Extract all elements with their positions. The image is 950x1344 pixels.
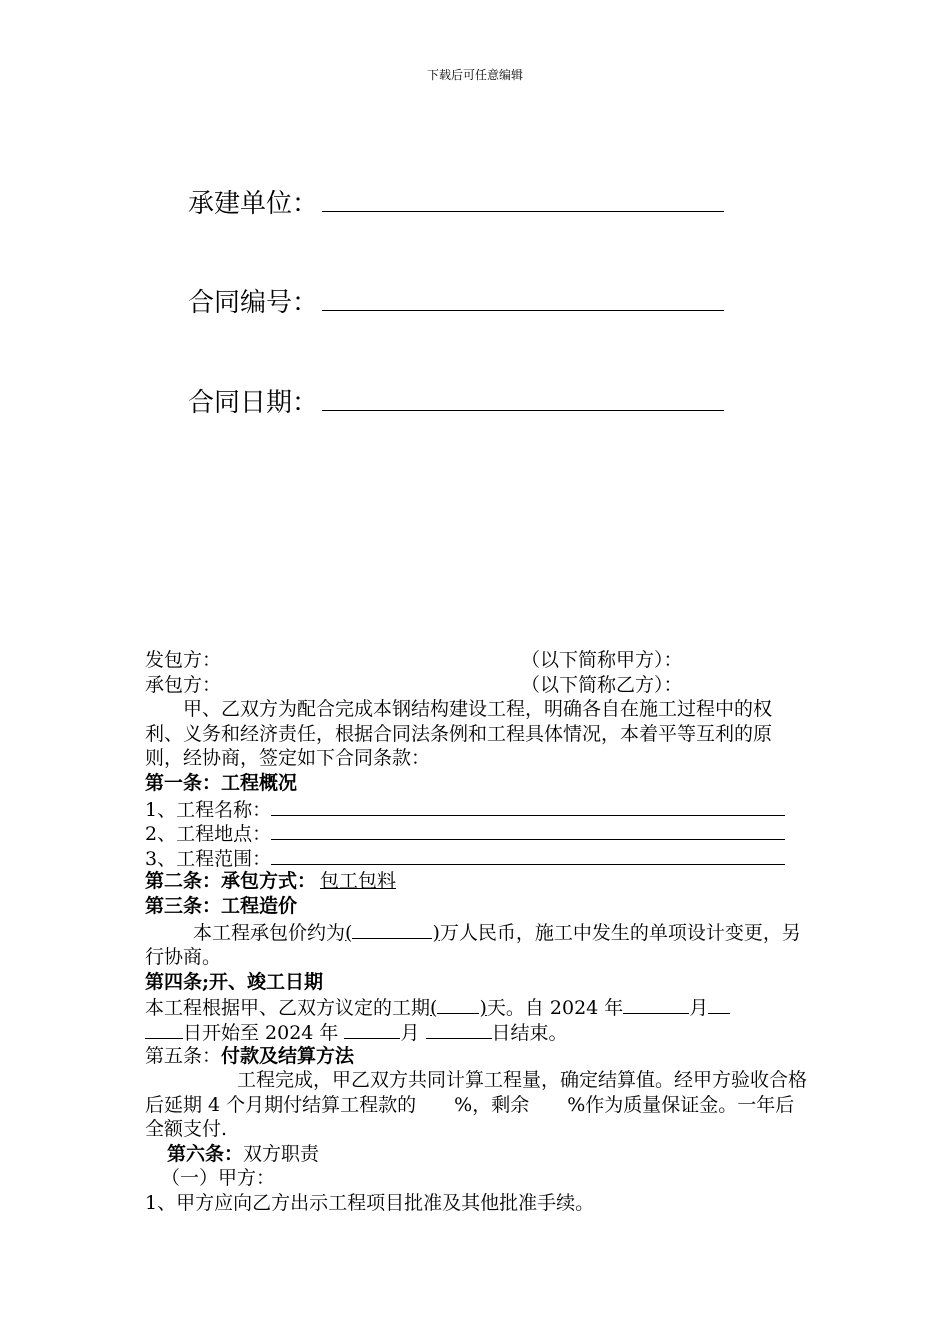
article2-row [145, 869, 807, 894]
project-scope-blank[interactable] [271, 845, 785, 865]
article5-title-row [145, 1044, 807, 1069]
contract-body [145, 648, 807, 1216]
article4-start-day-blank-b[interactable] [145, 1019, 183, 1039]
project-location-blank[interactable] [271, 820, 785, 840]
employer-label: 发包方： [145, 649, 222, 671]
article6-sub1: （一）甲方： [161, 1167, 276, 1190]
article6-title-b: 双方职责 [243, 1142, 320, 1165]
project-location-row [145, 820, 807, 845]
contract-no-label: 合同编号： [188, 288, 319, 318]
employer-note: （以下简称甲方）： [521, 649, 683, 671]
project-scope-label: 3、工程范围： [145, 847, 272, 870]
article6-title-a: 第六条： [167, 1142, 244, 1165]
article3-text [145, 919, 807, 970]
article5-title-a: 第五条： [145, 1044, 222, 1067]
article3-text-d: 万人民币，施工中发生的单项设计变更，另行协商。 [145, 921, 801, 969]
article3-title: 第三条：工程造价 [145, 894, 298, 917]
article4-period-open: ( [430, 997, 438, 1020]
contractor-row [145, 673, 807, 698]
builder-blank[interactable] [322, 189, 724, 212]
article4-period-blank[interactable] [437, 994, 479, 1014]
project-name-row [145, 796, 807, 821]
article4-end-month-blank[interactable] [344, 1019, 400, 1039]
article3-price-open: ( [345, 921, 353, 944]
article5-text: 工程完成，甲乙双方共同计算工程量，确定结算值。经甲方验收合格后延期 4 个月期付结算工程款的 %，剩余 %作为质量保证金。一年后全额支付. [145, 1069, 808, 1141]
builder-line [188, 183, 724, 220]
article1-title: 第一条：工程概况 [145, 771, 298, 794]
article6-item1: 1、甲方应向乙方出示工程项目批准及其他批准手续。 [145, 1192, 595, 1215]
article3-price-close: ) [432, 921, 440, 944]
article4-title: 第四条;开、竣工日期 [145, 970, 324, 993]
contract-date-blank[interactable] [322, 388, 724, 411]
article4-line2-c: 日结束。 [491, 1021, 568, 1044]
article4-line2-b: 月 [400, 1021, 420, 1044]
article4-period-close: ) [479, 997, 487, 1020]
contract-date-line [188, 382, 724, 419]
contractor-label: 承包方： [145, 673, 222, 696]
contract-no-blank[interactable] [322, 288, 724, 311]
article3-price-blank[interactable] [352, 919, 432, 939]
article5-title-b: 付款及结算方法 [221, 1044, 355, 1067]
article4-line1-a: 本工程根据甲、乙双方议定的工期 [145, 997, 431, 1020]
project-name-blank[interactable] [271, 796, 785, 816]
article3-text-a: 本工程承包价约为 [193, 921, 346, 944]
header-note: 下载后可任意编辑 [426, 68, 523, 82]
article4-start-month-blank[interactable] [623, 994, 689, 1014]
article2-title: 第二条：承包方式： [145, 870, 317, 893]
intro-paragraph: 甲、乙双方为配合完成本钢结构建设工程，明确各自在施工过程中的权利、义务和经济责任，根据合同法条例和工程具体情况，本着平等互利的原则，经协商，签定如下合同条款： [145, 698, 773, 770]
article4-end-day-blank[interactable] [426, 1019, 492, 1039]
article6-title-row [145, 1142, 807, 1167]
contractor-note: （以下简称乙方）： [521, 673, 683, 696]
builder-label: 承建单位： [188, 189, 319, 219]
article2-value: 包工包料 [320, 870, 397, 893]
project-scope-row [145, 845, 807, 870]
employer-row [145, 648, 807, 673]
article4-line1-e: 月 [689, 997, 709, 1020]
article4-line1 [145, 994, 807, 1019]
contract-date-label: 合同日期： [188, 388, 319, 418]
article4-line2 [145, 1019, 807, 1044]
article4-line2-a: 日开始至 2024 年 [183, 1021, 339, 1044]
project-location-label: 2、工程地点： [145, 823, 272, 846]
contract-no-line [188, 282, 724, 319]
article4-line1-d: 天。自 2024 年 [486, 997, 624, 1020]
article4-start-day-blank-a[interactable] [708, 994, 730, 1014]
project-name-label: 1、工程名称： [145, 798, 272, 821]
